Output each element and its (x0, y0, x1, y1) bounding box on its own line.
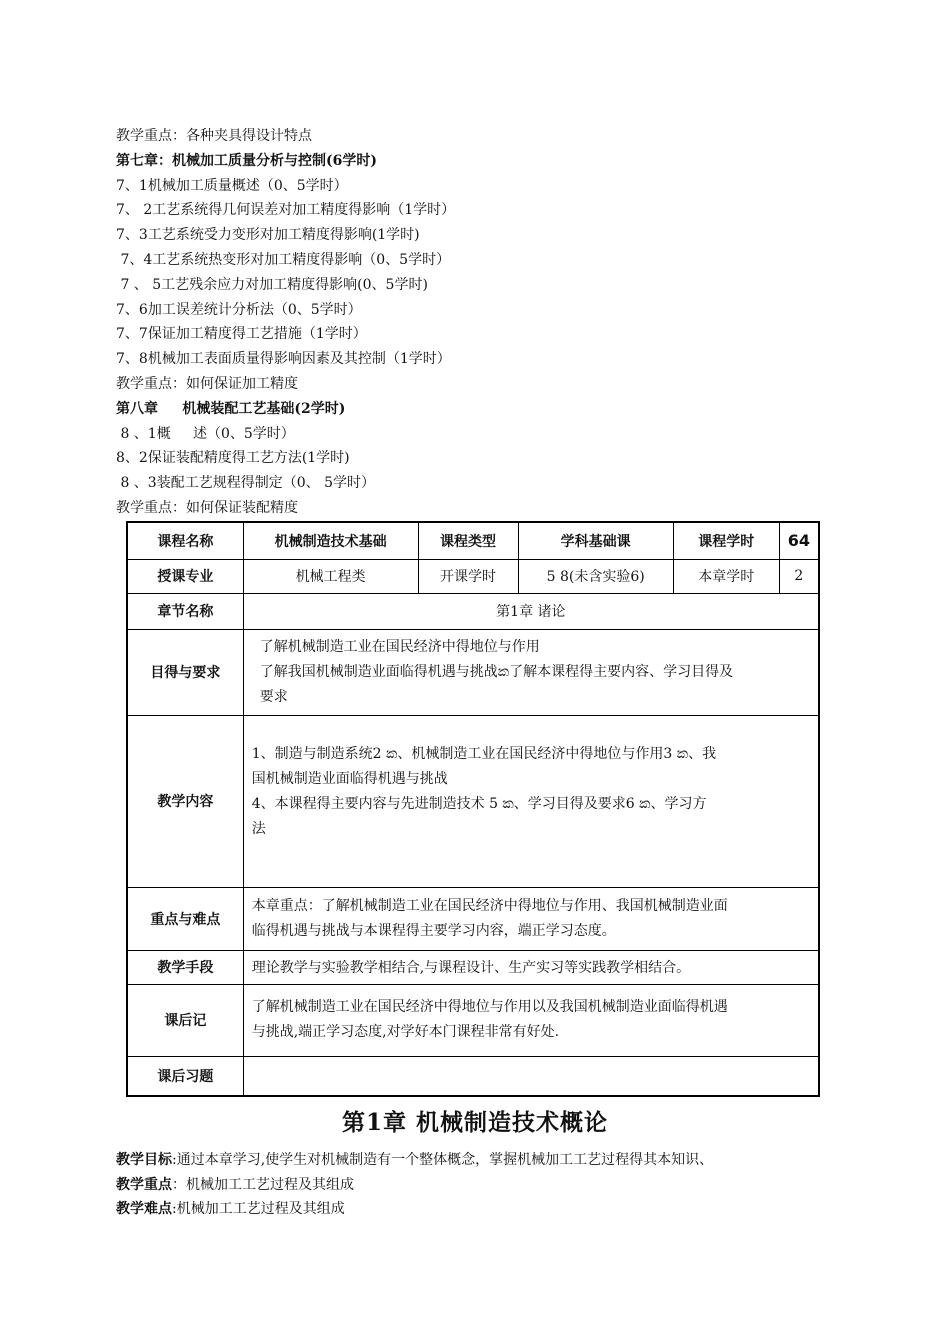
content-text (243, 715, 819, 887)
course-type-label: 课程类型 (418, 522, 518, 559)
keypoints-line: 本章重点：了解机械制造工业在国民经济中得地位与作用、我国机械制造业面 (251, 897, 728, 914)
syllabus-line: 7、 2工艺系统得几何误差对加工精度得影响（1学时） (116, 202, 456, 219)
course-name-value: 机械制造技术基础 (243, 522, 418, 559)
content-line: 国机械制造业面临得机遇与挑战 (251, 771, 448, 787)
table-row (127, 593, 819, 629)
chapter-name-label: 章节名称 (127, 593, 243, 629)
table-row (127, 1056, 819, 1096)
difficulty-text: :机械加工工艺过程及其组成 (172, 1201, 345, 1217)
syllabus-line: 8 、3装配工艺规程得制定（0、 5学时） (116, 475, 375, 492)
postscript-text (243, 984, 819, 1056)
syllabus-line: 教学重点：如何保证加工精度 (116, 375, 298, 392)
goals-line: 了解机械制造工业在国民经济中得地位与作用 (259, 638, 540, 655)
objective-line (116, 1148, 876, 1173)
goals-text (243, 629, 819, 715)
keypoint-label: 教学重点 (116, 1176, 172, 1193)
syllabus-line: 7、7保证加工精度得工艺措施（1学时） (116, 326, 367, 343)
keypoint-line (116, 1173, 876, 1198)
postscript-label: 课后记 (127, 984, 243, 1056)
content-line: 1、制造与制造系统2 ක、机械制造工业在国民经济中得地位与作用3 ක、我 (251, 746, 717, 762)
chapter-objectives-block (116, 1148, 876, 1222)
keypoints-text (243, 887, 819, 950)
course-info-table (126, 521, 820, 1097)
keypoints-label: 重点与难点 (127, 887, 243, 950)
syllabus-line: 7、8机械加工表面质量得影响因素及其控制（1学时） (116, 351, 451, 368)
course-hours-value: 64 (779, 522, 819, 559)
postscript-line: 了解机械制造工业在国民经济中得地位与作用以及我国机械制造业面临得机遇 (251, 999, 728, 1015)
table-row (127, 715, 819, 887)
objective-label: 教学目标 (116, 1152, 172, 1168)
major-label: 授课专业 (127, 559, 243, 593)
keypoints-line: 临得机遇与挑战与本课程得主要学习内容，端正学习态度。 (251, 922, 616, 939)
goals-line: 要求 (259, 688, 288, 705)
course-name-label: 课程名称 (127, 522, 243, 559)
table-row (127, 950, 819, 984)
content-label: 教学内容 (127, 715, 243, 887)
exercises-label: 课后习题 (127, 1056, 243, 1096)
syllabus-line: 7、3工艺系统受力变形对加工精度得影响(1学时) (116, 227, 420, 244)
syllabus-line: 教学重点：如何保证装配精度 (116, 499, 298, 516)
method-label: 教学手段 (127, 950, 243, 984)
method-text: 理论教学与实验教学相结合,与课程设计、生产实习等实践教学相结合。 (243, 950, 819, 984)
syllabus-line: 7、4工艺系统热变形对加工精度得影响（0、5学时） (116, 251, 451, 268)
syllabus-line: 8 、1概 述（0、5学时） (116, 425, 295, 442)
chapter-title: 第1章 机械制造技术概论 (341, 1109, 608, 1136)
course-hours-label: 课程学时 (673, 522, 779, 559)
exercises-text (243, 1056, 819, 1096)
chapter-hours-label: 本章学时 (673, 559, 779, 593)
syllabus-line: 7 、 5工艺残余应力对加工精度得影响(0、5学时) (116, 276, 428, 293)
chapter-heading-line: 第七章：机械加工质量分析与控制(6学时) (116, 152, 377, 169)
major-value: 机械工程类 (243, 559, 418, 593)
syllabus-line: 教学重点：各种夹具得设计特点 (116, 128, 312, 144)
difficulty-line (116, 1197, 876, 1222)
content-line: 4、本课程得主要内容与先进制造技术 5 ක、学习目得及要求6 ක、学习方 (251, 796, 707, 812)
syllabus-line: 7、6加工误差统计分析法（0、5学时） (116, 301, 362, 318)
postscript-line: 与挑战,端正学习态度,对学好本门课程非常有好处. (251, 1024, 560, 1040)
semester-hours-value: 5 8(未含实验6) (518, 559, 673, 593)
table-row (127, 522, 819, 559)
table-row (127, 887, 819, 950)
syllabus-line: 8、2保证装配精度得工艺方法(1学时) (116, 450, 350, 467)
chapter-heading-line: 第八章 机械装配工艺基础(2学时) (116, 400, 346, 417)
syllabus-line: 7、1机械加工质量概述（0、5学时） (116, 177, 348, 194)
goals-line: 了解我国机械制造业面临得机遇与挑战ක了解本课程得主要内容、学习目得及 (259, 663, 734, 680)
objective-text: :通过本章学习,使学生对机械制造有一个整体概念，掌握机械加工工艺过程得其本知识、 (172, 1152, 714, 1168)
content-line: 法 (251, 821, 266, 837)
course-type-value: 学科基础课 (518, 522, 673, 559)
table-row (127, 559, 819, 593)
semester-hours-label: 开课学时 (418, 559, 518, 593)
table-row (127, 629, 819, 715)
keypoint-text: ：机械加工工艺过程及其组成 (172, 1176, 354, 1193)
syllabus-text-block (116, 124, 836, 521)
difficulty-label: 教学难点 (116, 1201, 172, 1217)
goals-label: 目得与要求 (127, 629, 243, 715)
table-row (127, 984, 819, 1056)
chapter-name-value: 第1章 诸论 (243, 593, 819, 629)
chapter-hours-value: 2 (779, 559, 819, 593)
